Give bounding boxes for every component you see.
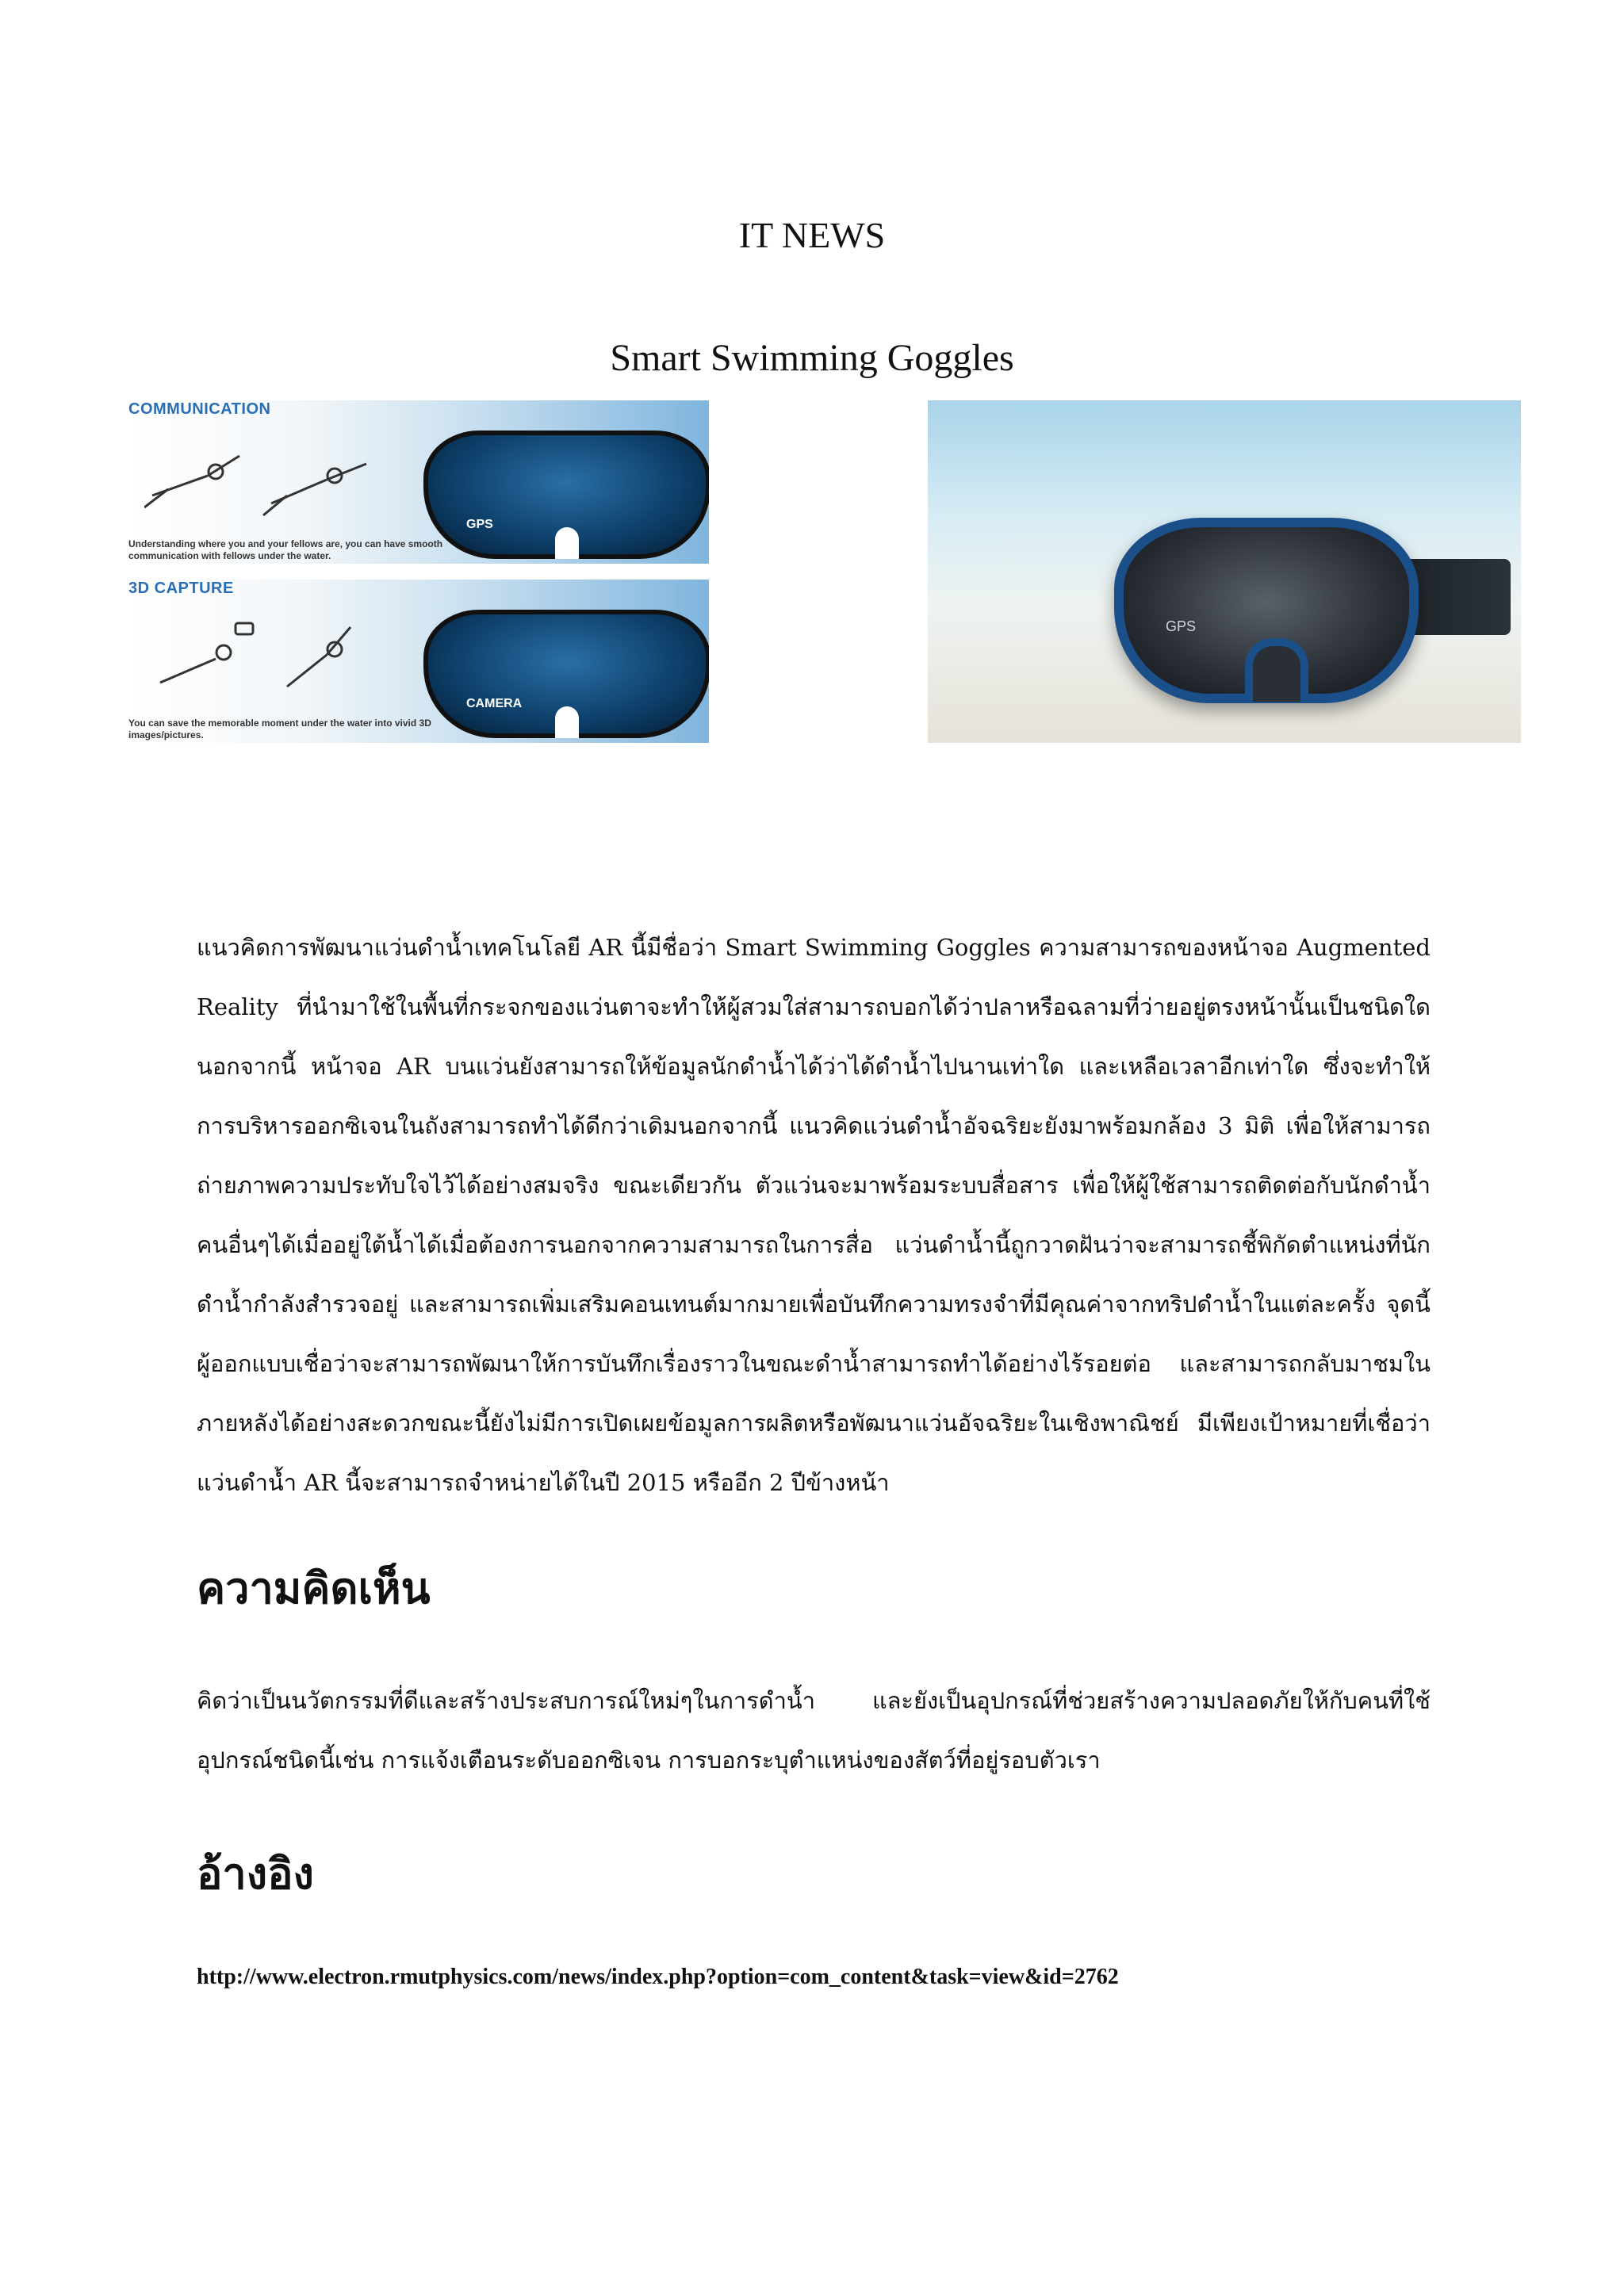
diver-illustration bbox=[144, 432, 414, 519]
article-body: แนวคิดการพัฒนาแว่นดำน้ำเทคโนโลยี AR นี้มีชื่อว่า Smart Swimming Goggles ความสามารถของหน้าจอ Augmented Reality ที่นำมาใช้ในพื้นที่กระจกของแว่นตาจะทำให้ผู้สวมใส่สามารถบอกได้ว่าปลาหรือฉลามที่ว่ายอยู่ตรงหน้านั้นเป็นชนิดใด นอกจากนี้ หน้าจอ AR บนแว่นยังสามารถให้ข้อมูลนักดำน้ำได้ว่าได้ดำน้ำไปนานเท่าใด และเหลือเวลาอีกเท่าใด ซึ่งจะทำให้การบริหารออกซิเจนในถังสามารถทำได้ดีกว่าเดิมนอกจากนี้ แนวคิดแว่นดำน้ำอัจฉริยะยังมาพร้อมกล้อง 3 มิติ เพื่อให้สามารถถ่ายภาพความประทับใจไว้ได้อย่างสมจริง ขณะเดียวกัน ตัวแว่นจะมาพร้อมระบบสื่อสาร เพื่อให้ผู้ใช้สามารถติดต่อกับนักดำน้ำคนอื่นๆได้เมื่ออยู่ใต้น้ำได้เมื่อต้องการนอกจากความสามารถในการสื่อ แว่นดำน้ำนี้ถูกวาดฝันว่าจะสามารถชี้พิกัดตำแหน่งที่นักดำน้ำกำลังสำรวจอยู่ และสามารถเพิ่มเสริมคอนเทนต์มากมายเพื่อบันทึกความทรงจำที่มีคุณค่าจากทริปดำน้ำในแต่ละครั้ง จุดนี้ผู้ออกแบบเชื่อว่าจะสามารถพัฒนาให้การบันทึกเรื่องราวในขณะดำน้ำสามารถทำได้อย่างไร้รอยต่อ และสามารถกลับมาชมในภายหลังได้อย่างสะดวกขณะนี้ยังไม่มีการเปิดเผยข้อมูลการผลิตหรือพัฒนาแว่นอัจฉริยะในเชิงพาณิชย์ มีเพียงเป้าหมายที่เชื่อว่า แว่นดำน้ำ AR นี้จะสามารถจำหน่ายได้ในปี 2015 หรืออีก 2 ปีข้างหน้า bbox=[197, 934, 1431, 1496]
panel-caption: Understanding where you and your fellows are, you can have smooth communication with fellows under the water. bbox=[128, 538, 443, 561]
gps-label: GPS bbox=[466, 518, 493, 531]
camera-label: CAMERA bbox=[466, 697, 523, 710]
goggles-photo bbox=[928, 400, 1521, 743]
infographic-image bbox=[128, 400, 709, 743]
mask-nose bbox=[555, 527, 579, 559]
goggle-nose bbox=[1245, 638, 1308, 702]
capture-panel bbox=[128, 580, 709, 743]
reference-heading: อ้างอิง bbox=[197, 1849, 314, 1899]
opinion-heading: ความคิดเห็น bbox=[197, 1563, 431, 1613]
photo-gps-label: GPS bbox=[1166, 618, 1197, 634]
article-title: Smart Swimming Goggles bbox=[610, 337, 1014, 379]
panel-heading: 3D CAPTURE bbox=[128, 580, 234, 597]
mask-nose bbox=[555, 706, 579, 738]
communication-panel bbox=[128, 400, 709, 564]
panel-caption: You can save the memorable moment under the water into vivid 3D images/pictures. bbox=[128, 718, 431, 740]
diver-illustration bbox=[144, 611, 414, 698]
panel-heading: COMMUNICATION bbox=[128, 400, 271, 418]
reference-link[interactable]: http://www.electron.rmutphysics.com/news/index.php?option=com_content&task=view&id=2762 bbox=[197, 1965, 1119, 1989]
page-title: IT NEWS bbox=[738, 215, 886, 255]
opinion-text: คิดว่าเป็นนวัตกรรมที่ดีและสร้างประสบการณ์ใหม่ๆในการดำน้ำ และยังเป็นอุปกรณ์ที่ช่วยสร้างความปลอดภัยให้กับคนที่ใช้อุปกรณ์ชนิดนี้เช่น การแจ้งเตือนระดับออกซิเจน การบอกระบุตำแหน่งของสัตว์ที่อยู่รอบตัวเรา bbox=[197, 1687, 1431, 1774]
